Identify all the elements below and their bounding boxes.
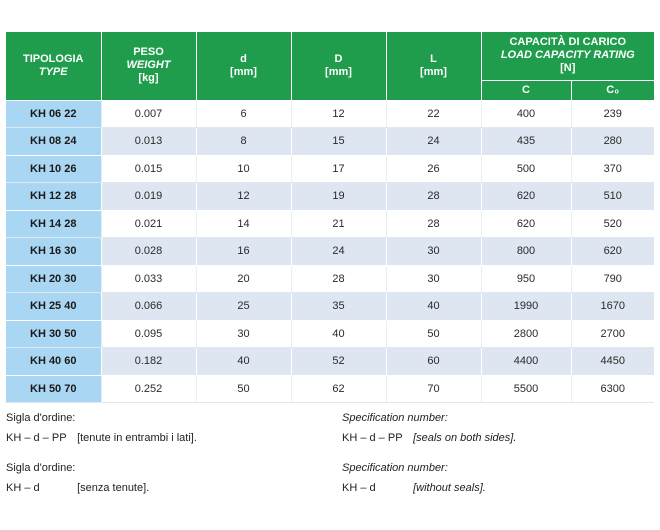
cell-D: 19	[291, 183, 386, 211]
cell-C0: 280	[571, 128, 654, 156]
header-d: d [mm]	[196, 32, 291, 100]
cell-weight: 0.021	[101, 210, 196, 238]
cell-C: 500	[481, 155, 571, 183]
cell-D: 40	[291, 320, 386, 348]
cell-C: 4400	[481, 348, 571, 376]
cell-d: 30	[196, 320, 291, 348]
cell-weight: 0.015	[101, 155, 196, 183]
cell-C0: 510	[571, 183, 654, 211]
cell-weight: 0.182	[101, 348, 196, 376]
note-desc: [tenute in entrambi i lati].	[77, 432, 197, 444]
cell-weight: 0.095	[101, 320, 196, 348]
cell-C0: 239	[571, 100, 654, 128]
note-en-unsealed	[342, 458, 660, 498]
table-body	[6, 100, 654, 403]
cell-C0: 1670	[571, 293, 654, 321]
cell-weight: 0.019	[101, 183, 196, 211]
cell-C: 400	[481, 100, 571, 128]
cell-d: 16	[196, 238, 291, 266]
cell-C: 950	[481, 265, 571, 293]
table-row	[6, 210, 654, 238]
cell-d: 50	[196, 375, 291, 403]
cell-type: KH 06 22	[6, 100, 101, 128]
cell-D: 21	[291, 210, 386, 238]
cell-C: 435	[481, 128, 571, 156]
cell-C: 620	[481, 210, 571, 238]
cell-C0: 790	[571, 265, 654, 293]
cell-L: 26	[386, 155, 481, 183]
cell-C0: 6300	[571, 375, 654, 403]
cell-weight: 0.066	[101, 293, 196, 321]
cell-type: KH 16 30	[6, 238, 101, 266]
cell-d: 20	[196, 265, 291, 293]
table-row	[6, 320, 654, 348]
cell-C: 2800	[481, 320, 571, 348]
cell-weight: 0.013	[101, 128, 196, 156]
cell-d: 40	[196, 348, 291, 376]
header-weight: PESO WEIGHT [kg]	[101, 32, 196, 100]
header-L: L [mm]	[386, 32, 481, 100]
cell-L: 28	[386, 210, 481, 238]
cell-C0: 4450	[571, 348, 654, 376]
cell-C0: 2700	[571, 320, 654, 348]
table-row	[6, 265, 654, 293]
cell-L: 30	[386, 238, 481, 266]
cell-D: 17	[291, 155, 386, 183]
note-it-unsealed	[6, 458, 326, 498]
note-code: KH – d	[342, 482, 376, 494]
note-title: Specification number:	[342, 462, 448, 474]
cell-type: KH 08 24	[6, 128, 101, 156]
cell-D: 12	[291, 100, 386, 128]
cell-D: 35	[291, 293, 386, 321]
cell-d: 6	[196, 100, 291, 128]
cell-L: 50	[386, 320, 481, 348]
note-title: Sigla d'ordine:	[6, 412, 76, 424]
cell-D: 28	[291, 265, 386, 293]
cell-L: 30	[386, 265, 481, 293]
note-desc: [senza tenute].	[77, 482, 150, 494]
cell-type: KH 14 28	[6, 210, 101, 238]
note-desc: [seals on both sides].	[413, 432, 517, 444]
cell-d: 14	[196, 210, 291, 238]
header-load-capacity: CAPACITÀ DI CARICO LOAD CAPACITY RATING [N]	[481, 32, 654, 80]
cell-weight: 0.007	[101, 100, 196, 128]
bearing-spec-table	[6, 32, 654, 403]
table-row	[6, 155, 654, 183]
note-it-sealed	[6, 408, 326, 448]
note-code: KH – d	[6, 482, 40, 494]
table-row	[6, 238, 654, 266]
cell-weight: 0.033	[101, 265, 196, 293]
note-desc: [without seals].	[413, 482, 486, 494]
cell-C: 5500	[481, 375, 571, 403]
cell-L: 40	[386, 293, 481, 321]
header-type: TIPOLOGIA TYPE	[6, 32, 101, 100]
cell-type: KH 10 26	[6, 155, 101, 183]
table-row	[6, 293, 654, 321]
header-C: C	[481, 80, 571, 100]
cell-type: KH 50 70	[6, 375, 101, 403]
cell-type: KH 25 40	[6, 293, 101, 321]
header-D: D [mm]	[291, 32, 386, 100]
cell-d: 10	[196, 155, 291, 183]
cell-type: KH 20 30	[6, 265, 101, 293]
header-C0: C₀	[571, 80, 654, 100]
table-row	[6, 100, 654, 128]
cell-type: KH 40 60	[6, 348, 101, 376]
cell-L: 24	[386, 128, 481, 156]
note-en-sealed	[342, 408, 660, 448]
cell-L: 28	[386, 183, 481, 211]
table-row	[6, 375, 654, 403]
cell-C0: 620	[571, 238, 654, 266]
cell-type: KH 12 28	[6, 183, 101, 211]
note-title: Sigla d'ordine:	[6, 462, 76, 474]
cell-d: 8	[196, 128, 291, 156]
cell-L: 22	[386, 100, 481, 128]
cell-weight: 0.028	[101, 238, 196, 266]
cell-C: 800	[481, 238, 571, 266]
note-code: KH – d – PP	[6, 432, 67, 444]
cell-D: 62	[291, 375, 386, 403]
cell-d: 12	[196, 183, 291, 211]
table-row	[6, 128, 654, 156]
cell-C0: 520	[571, 210, 654, 238]
table-row	[6, 183, 654, 211]
cell-L: 70	[386, 375, 481, 403]
cell-L: 60	[386, 348, 481, 376]
cell-type: KH 30 50	[6, 320, 101, 348]
table-row	[6, 348, 654, 376]
note-code: KH – d – PP	[342, 432, 403, 444]
cell-C: 1990	[481, 293, 571, 321]
cell-D: 24	[291, 238, 386, 266]
cell-D: 15	[291, 128, 386, 156]
cell-weight: 0.252	[101, 375, 196, 403]
cell-d: 25	[196, 293, 291, 321]
cell-C0: 370	[571, 155, 654, 183]
note-title: Specification number:	[342, 412, 448, 424]
cell-C: 620	[481, 183, 571, 211]
cell-D: 52	[291, 348, 386, 376]
